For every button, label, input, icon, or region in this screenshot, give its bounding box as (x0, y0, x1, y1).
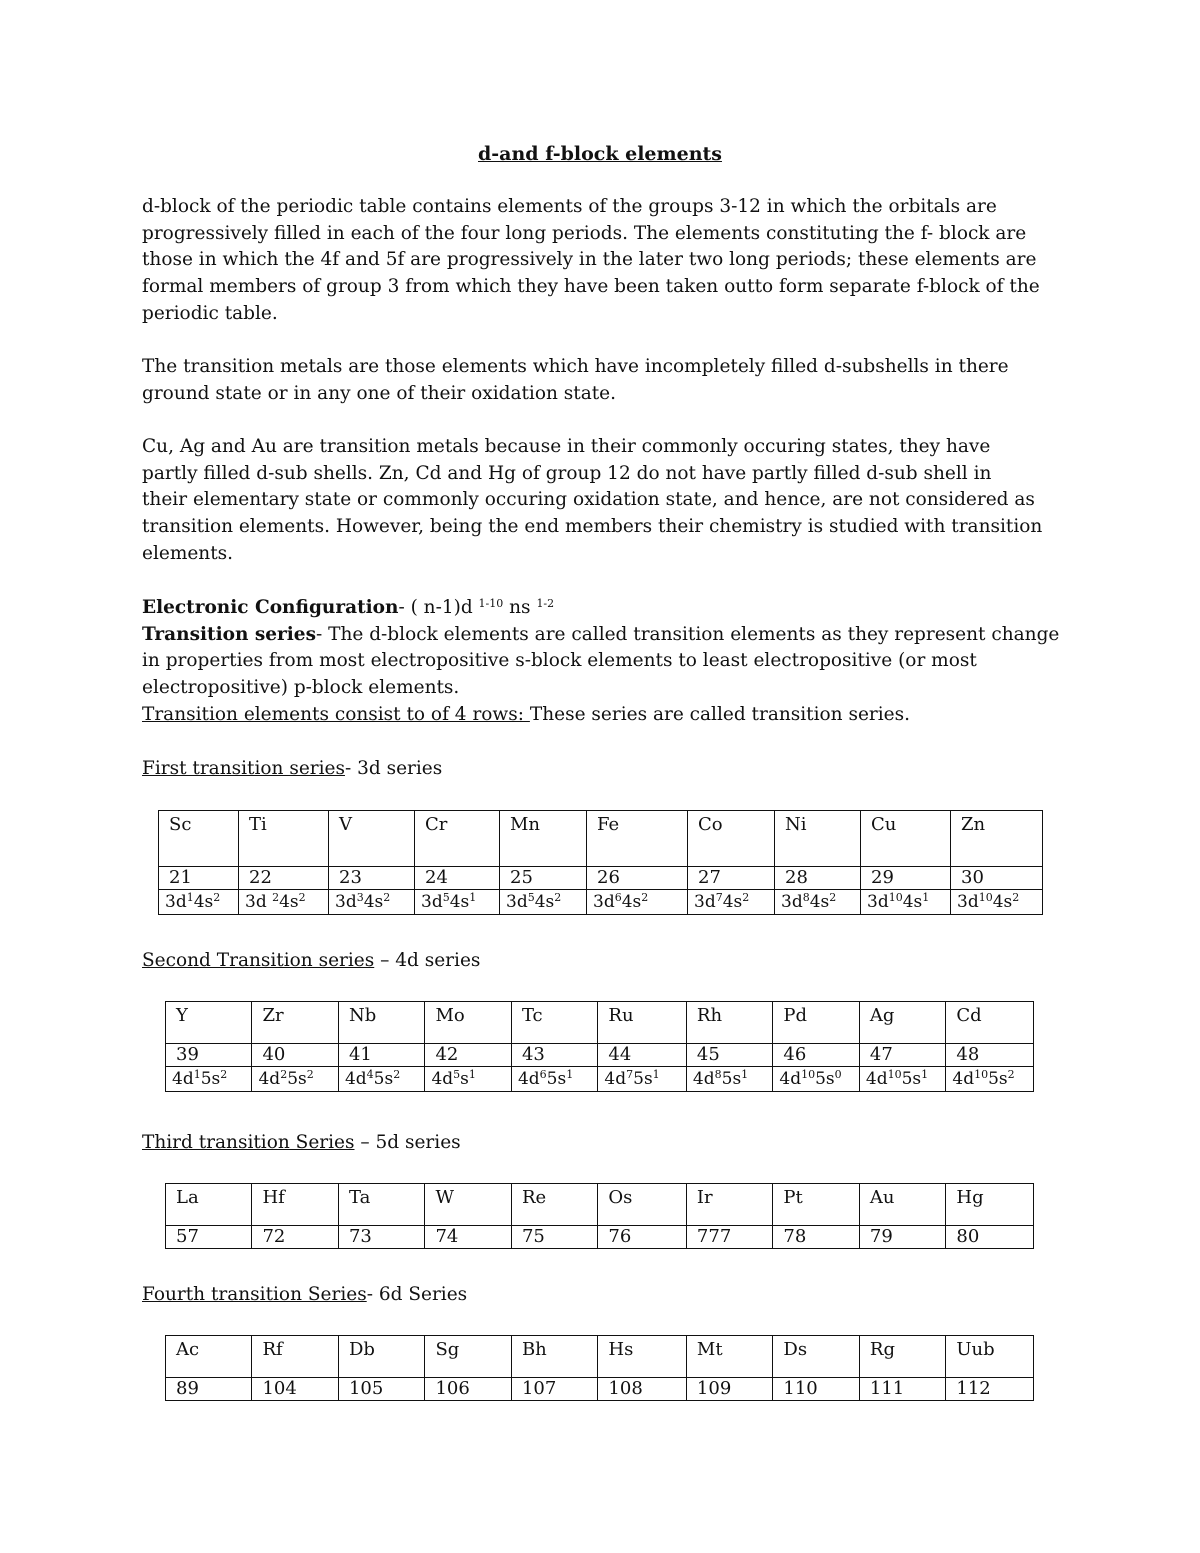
element-symbol-cell: Au (859, 1184, 945, 1226)
electron-config-cell: $4d^15s^2$ (166, 1067, 252, 1092)
element-symbol-cell: Zn (951, 811, 1043, 867)
atomic-number-cell: 28 (775, 867, 861, 890)
atomic-number-cell: 106 (425, 1378, 511, 1401)
element-symbol-cell: Sc (159, 811, 239, 867)
element-symbol-cell: Bh (511, 1336, 597, 1378)
atomic-number-cell: 105 (338, 1378, 424, 1401)
electron-config-cell: $4d^5s^1$ (425, 1067, 511, 1092)
atomic-number-cell: 39 (166, 1044, 252, 1067)
electron-config-cell: $4d^{10}5s^0$ (773, 1067, 859, 1092)
atomic-number-cell: 40 (252, 1044, 338, 1067)
element-symbol-cell: Mo (425, 1002, 511, 1044)
fourth-series-heading: Fourth transition Series- 6d Series (142, 1284, 468, 1305)
atomic-number-cell: 48 (946, 1044, 1034, 1067)
electron-config-cell: $3d^84s^2$ (775, 890, 861, 915)
atomic-number-cell: 30 (951, 867, 1043, 890)
electron-config-cell: 3d $^24s^2$ (239, 890, 329, 915)
electron-config-cell: $3d^34s^2$ (329, 890, 415, 915)
atomic-number-cell: 21 (159, 867, 239, 890)
element-symbol-cell: La (166, 1184, 252, 1226)
element-symbol-cell: Ds (773, 1336, 859, 1378)
electron-config-cell: $4d^65s^1$ (511, 1067, 597, 1092)
element-symbol-row (166, 1002, 1034, 1044)
element-symbol-cell: Ta (338, 1184, 424, 1226)
transition-series-line: Transition series- The d-block elements are called transition elements as they represent change (142, 623, 1060, 645)
element-symbol-row (166, 1184, 1034, 1226)
atomic-number-cell: 79 (859, 1226, 945, 1249)
second-series-table (165, 1001, 1034, 1092)
electron-config-cell: $4d^{10}5s^2$ (946, 1067, 1034, 1092)
element-symbol-cell: Pt (773, 1184, 859, 1226)
atomic-number-cell: 104 (252, 1378, 338, 1401)
transition-definition-paragraph: The transition metals are those elements which have incompletely filled d-subshells in there ground state or in any one of their oxidation state. (142, 356, 1009, 404)
element-symbol-cell: Ni (775, 811, 861, 867)
electron-config-cell: $3d^{10}4s^1$ (861, 890, 951, 915)
atomic-number-cell: 25 (500, 867, 587, 890)
atomic-number-cell: 111 (859, 1378, 945, 1401)
intro-paragraph: d-block of the periodic table contains elements of the groups 3-12 in which the orbitals are progressively filled in each of the four long periods. The elements constituting the f- block are those in which the 4f and 5f are progressively in the later two long periods; these elements are formal members of group 3 from which they have been taken outto form separate f-block of the periodic table. (142, 196, 1040, 324)
element-symbol-cell: V (329, 811, 415, 867)
element-symbol-cell: Os (598, 1184, 687, 1226)
atomic-number-cell: 74 (425, 1226, 511, 1249)
electron-config-cell: $3d^14s^2$ (159, 890, 239, 915)
electron-config-cell: $3d^{10}4s^2$ (951, 890, 1043, 915)
element-symbol-row (166, 1336, 1034, 1378)
element-symbol-row (159, 811, 1043, 867)
element-symbol-cell: Mn (500, 811, 587, 867)
atomic-number-cell: 47 (859, 1044, 945, 1067)
atomic-number-row (159, 867, 1043, 890)
atomic-number-cell: 78 (773, 1226, 859, 1249)
element-symbol-cell: Rg (859, 1336, 945, 1378)
cu-ag-au-paragraph: Cu, Ag and Au are transition metals because in their commonly occuring states, they have partly filled d-sub shells. Zn, Cd and Hg of group 12 do not have partly filled d-sub shell in their elementary state or commonly occuring oxidation state, and hence, are not considered as transition elements. However, being the end members their chemistry is studied with transition elements. (142, 436, 1043, 564)
element-symbol-cell: Db (338, 1336, 424, 1378)
atomic-number-cell: 777 (686, 1226, 772, 1249)
element-symbol-cell: Mt (686, 1336, 772, 1378)
electron-config-row (159, 890, 1043, 915)
element-symbol-cell: Sg (425, 1336, 511, 1378)
element-symbol-cell: Cd (946, 1002, 1034, 1044)
element-symbol-cell: Zr (252, 1002, 338, 1044)
atomic-number-cell: 73 (338, 1226, 424, 1249)
third-series-table (165, 1183, 1034, 1249)
atomic-number-cell: 107 (511, 1378, 597, 1401)
element-symbol-cell: Ru (598, 1002, 687, 1044)
atomic-number-cell: 75 (511, 1226, 597, 1249)
element-symbol-cell: Hf (252, 1184, 338, 1226)
page-title: d-and f-block elements (478, 143, 722, 165)
atomic-number-cell: 23 (329, 867, 415, 890)
third-series-heading: Third transition Series – 5d series (142, 1132, 461, 1153)
element-symbol-cell: Cr (415, 811, 500, 867)
electron-config-row (166, 1067, 1034, 1092)
electron-config-cell: $4d^75s^1$ (598, 1067, 687, 1092)
element-symbol-cell: Pd (773, 1002, 859, 1044)
element-symbol-cell: Tc (511, 1002, 597, 1044)
electron-config-cell: $4d^45s^2$ (338, 1067, 424, 1092)
element-symbol-cell: W (425, 1184, 511, 1226)
element-symbol-cell: Y (166, 1002, 252, 1044)
first-series-heading: First transition series- 3d series (142, 758, 443, 779)
element-symbol-cell: Hg (946, 1184, 1034, 1226)
electron-config-cell: $3d^74s^2$ (688, 890, 775, 915)
atomic-number-cell: 27 (688, 867, 775, 890)
element-symbol-cell: Hs (598, 1336, 687, 1378)
atomic-number-cell: 43 (511, 1044, 597, 1067)
atomic-number-cell: 80 (946, 1226, 1034, 1249)
rows-line: Transition elements consist to of 4 rows: These series are called transition series. (142, 703, 910, 725)
atomic-number-cell: 42 (425, 1044, 511, 1067)
atomic-number-cell: 46 (773, 1044, 859, 1067)
element-symbol-cell: Ac (166, 1336, 252, 1378)
atomic-number-cell: 108 (598, 1378, 687, 1401)
electron-config-cell: $4d^25s^2$ (252, 1067, 338, 1092)
element-symbol-cell: Ti (239, 811, 329, 867)
atomic-number-cell: 72 (252, 1226, 338, 1249)
atomic-number-cell: 110 (773, 1378, 859, 1401)
atomic-number-cell: 45 (686, 1044, 772, 1067)
element-symbol-cell: Fe (587, 811, 688, 867)
atomic-number-cell: 109 (686, 1378, 772, 1401)
atomic-number-row (166, 1378, 1034, 1401)
atomic-number-cell: 29 (861, 867, 951, 890)
atomic-number-cell: 112 (946, 1378, 1034, 1401)
atomic-number-cell: 89 (166, 1378, 252, 1401)
atomic-number-cell: 26 (587, 867, 688, 890)
atomic-number-cell: 57 (166, 1226, 252, 1249)
electron-config-cell: $3d^64s^2$ (587, 890, 688, 915)
element-symbol-cell: Uub (946, 1336, 1034, 1378)
element-symbol-cell: Re (511, 1184, 597, 1226)
electronic-configuration-line: Electronic Configuration- ( n-1)d $^{1-10}$ ns $^{1-2}$ (142, 597, 555, 618)
atomic-number-cell: 24 (415, 867, 500, 890)
first-series-table (158, 810, 1043, 915)
element-symbol-cell: Nb (338, 1002, 424, 1044)
electronic-configuration-section: Electronic Configuration- ( n-1)d $^{1-10}$ ns $^{1-2}$ Transition series- The d-block elements are called transition elements as they represent change in properties from most electropositive s-block elements to least electropositive (or most electropositive) p-block elements. Transition elements consist to of 4 rows: These series are called transition series. (142, 595, 1062, 729)
second-series-heading: Second Transition series – 4d series (142, 950, 481, 971)
fourth-series-table (165, 1335, 1034, 1401)
atomic-number-cell: 41 (338, 1044, 424, 1067)
element-symbol-cell: Ag (859, 1002, 945, 1044)
electron-config-cell: $3d^54s^2$ (500, 890, 587, 915)
element-symbol-cell: Ir (686, 1184, 772, 1226)
element-symbol-cell: Rf (252, 1336, 338, 1378)
element-symbol-cell: Cu (861, 811, 951, 867)
electron-config-cell: $4d^85s^1$ (686, 1067, 772, 1092)
atomic-number-cell: 76 (598, 1226, 687, 1249)
electron-config-cell: $4d^{10}5s^1$ (859, 1067, 945, 1092)
atomic-number-cell: 22 (239, 867, 329, 890)
atomic-number-row (166, 1044, 1034, 1067)
atomic-number-cell: 44 (598, 1044, 687, 1067)
electron-config-cell: $3d^54s^1$ (415, 890, 500, 915)
element-symbol-cell: Co (688, 811, 775, 867)
element-symbol-cell: Rh (686, 1002, 772, 1044)
atomic-number-row (166, 1226, 1034, 1249)
